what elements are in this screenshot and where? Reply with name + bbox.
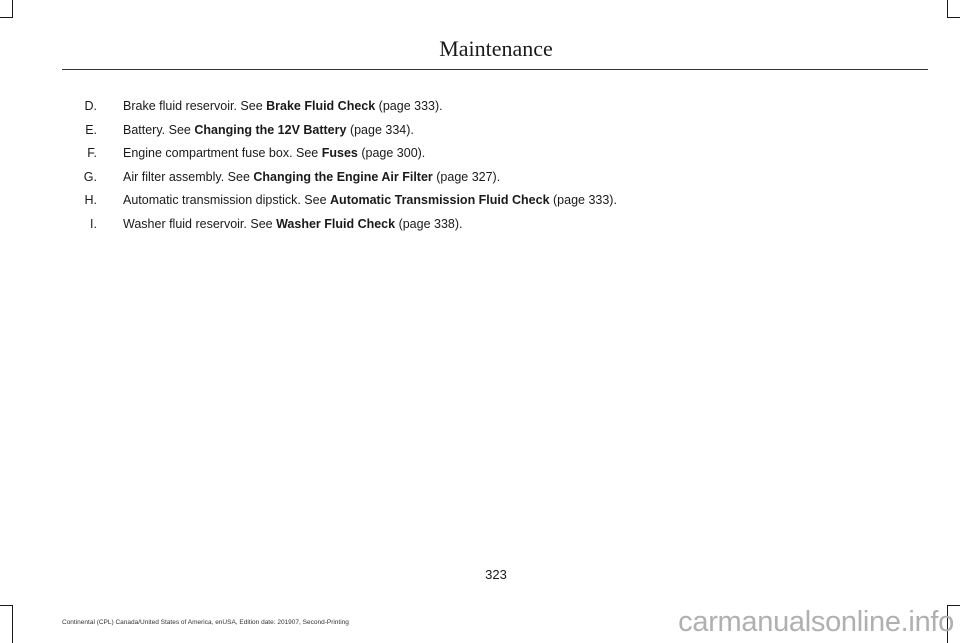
cross-reference-link[interactable]: Fuses: [321, 146, 358, 161]
page-reference: (page 300).: [357, 146, 426, 161]
header-divider: [62, 69, 928, 70]
item-text: [123, 213, 463, 237]
cross-reference-link[interactable]: Washer Fluid Check: [276, 216, 396, 231]
component-list: [60, 95, 920, 237]
list-item: [60, 119, 920, 143]
item-description: Brake fluid reservoir. See: [123, 99, 267, 113]
item-letter: E.: [85, 122, 97, 137]
edition-note: Continental (CPL) Canada/United States of America, enUSA, Edition date: 201907, Second-Printing: [62, 619, 349, 626]
item-letter: I.: [90, 216, 97, 231]
cross-reference-link[interactable]: Automatic Transmission Fluid Check: [330, 193, 550, 208]
list-item: [60, 95, 920, 119]
item-letter: G.: [83, 169, 97, 184]
list-item: [60, 189, 920, 213]
item-text: [123, 95, 443, 119]
page-reference: (page 333).: [549, 193, 617, 208]
item-description: Automatic transmission dipstick. See: [123, 193, 331, 208]
list-item: [60, 166, 920, 190]
list-item: [60, 213, 920, 237]
page-reference: (page 333).: [375, 99, 443, 113]
item-letter: F.: [87, 146, 97, 161]
crop-mark: [0, 605, 13, 606]
item-description: Battery. See: [123, 122, 195, 137]
cross-reference-link[interactable]: Changing the Engine Air Filter: [253, 169, 433, 184]
item-text: [123, 189, 617, 213]
item-letter: H.: [84, 193, 97, 208]
item-description: Washer fluid reservoir. See: [123, 216, 277, 231]
crop-mark: [12, 0, 13, 18]
list-item: [60, 142, 920, 166]
page-reference: (page 327).: [432, 169, 501, 184]
page-reference: (page 338).: [395, 216, 463, 231]
item-text: [123, 142, 425, 166]
crop-mark: [0, 17, 13, 18]
crop-mark: [947, 0, 948, 18]
item-description: Air filter assembly. See: [123, 169, 254, 184]
item-letter: D.: [84, 99, 97, 113]
crop-mark: [947, 17, 960, 18]
page-number: 323: [485, 567, 507, 582]
cross-reference-link[interactable]: Brake Fluid Check: [266, 99, 376, 113]
cross-reference-link[interactable]: Changing the 12V Battery: [194, 122, 347, 137]
item-text: [123, 166, 500, 190]
page-reference: (page 334).: [346, 122, 414, 137]
page-title: Maintenance: [439, 36, 553, 61]
item-text: [123, 119, 414, 143]
crop-mark: [12, 605, 13, 643]
item-description: Engine compartment fuse box. See: [123, 146, 322, 161]
watermark: carmanualsonline.info: [678, 606, 954, 638]
